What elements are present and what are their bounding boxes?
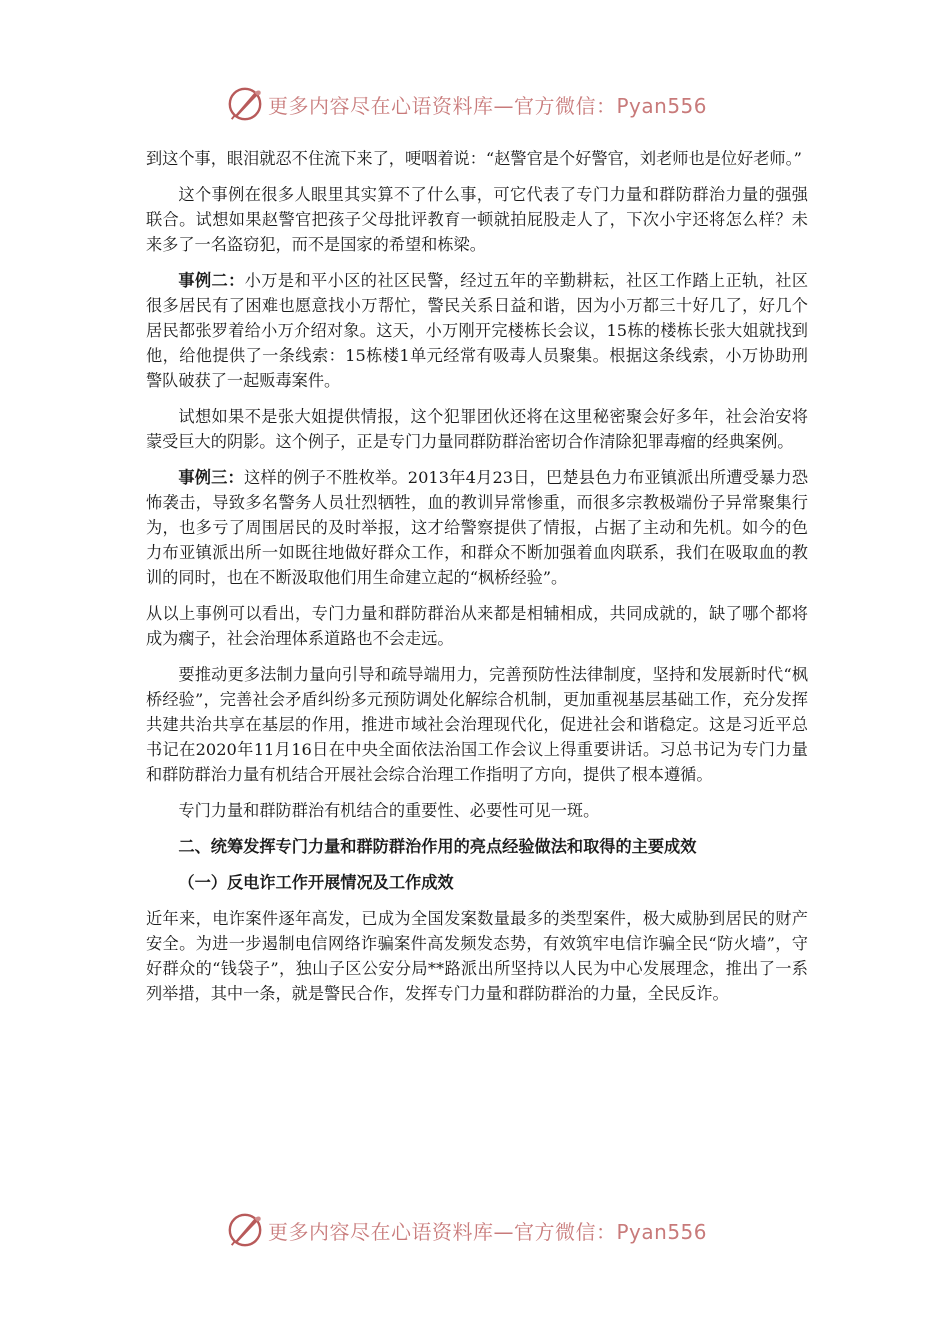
paragraph-example-two: 事例二：小万是和平小区的社区民警，经过五年的辛勤耕耘，社区工作踏上正轨，社区很多居民有了困难也愿意找小万帮忙，警民关系日益和谐，因为小万都三十好几了，好几个居民都张罗着给小万介绍对象。这天，小万刚开完楼栋长会议，15栋的楼栋长张大姐就找到他，给他提供了一条线索：15栋楼1单元经常有吸毒人员聚集。根据这条线索，小万协助刑警队破获了一起贩毒案件。 bbox=[146, 271, 809, 390]
paragraph: 从以上事例可以看出，专门力量和群防群治从来都是相辅相成，共同成就的，缺了哪个都将成为瘸子，社会治理体系道路也不会走远。 bbox=[146, 604, 808, 648]
paragraph: 专门力量和群防群治有机结合的重要性、必要性可见一斑。 bbox=[178, 801, 600, 820]
paragraph: 近年来，电诈案件逐年高发，已成为全国发案数量最多的类型案件，极大威胁到居民的财产安全。为进一步遏制电信网络诈骗案件高发频发态势，有效筑牢电信诈骗全民“防火墙”，守好群众的“钱袋子”，独山子区公安分局**路派出所坚持以人民为中心发展理念，推出了一系列举措，其中一条，就是警民合作，发挥专门力量和群防群治的力量，全民反诈。 bbox=[146, 909, 808, 1003]
section-heading: 二、统筹发挥专门力量和群防群治作用的亮点经验做法和取得的主要成效 bbox=[178, 837, 697, 856]
example-label: 事例三： bbox=[178, 468, 244, 487]
paragraph-example-three: 事例三：这样的例子不胜枚举。2013年4月23日，巴楚县色力布亚镇派出所遭受暴力恐怖袭击，导致多名警务人员壮烈牺牲，血的教训异常惨重，而很多宗教极端份子异常聚集行为，也多亏了周围居民的及时举报，这才给警察提供了情报，占据了主动和先机。如今的色力布亚镇派出所一如既往地做好群众工作，和群众不断加强着血肉联系，我们在吸取血的教训的同时，也在不断汲取他们用生命建立起的“枫桥经验”。 bbox=[146, 468, 809, 587]
quill-pen-logo-icon bbox=[226, 85, 264, 123]
paragraph: 到这个事，眼泪就忍不住流下来了，哽咽着说：“赵警官是个好警官，刘老师也是位好老师。” bbox=[146, 149, 802, 168]
paragraph: 这个事例在很多人眼里其实算不了什么事，可它代表了专门力量和群防群治力量的强强联合。试想如果赵警官把孩子父母批评教育一顿就拍屁股走人了，下次小宇还将怎么样？未来多了一名盗窃犯，而不是国家的希望和栋梁。 bbox=[146, 185, 808, 254]
banner-text: 更多内容尽在心语资料库—官方微信：Pyan556 bbox=[268, 93, 708, 118]
subsection-heading: （一）反电诈工作开展情况及工作成效 bbox=[178, 873, 454, 892]
quill-pen-logo-icon bbox=[226, 1211, 264, 1249]
footer-banner bbox=[226, 1208, 746, 1252]
document-body bbox=[146, 146, 808, 1017]
header-banner bbox=[226, 82, 746, 126]
paragraph: 试想如果不是张大姐提供情报，这个犯罪团伙还将在这里秘密聚会好多年，社会治安将蒙受巨大的阴影。这个例子，正是专门力量同群防群治密切合作清除犯罪毒瘤的经典案例。 bbox=[146, 407, 808, 451]
banner-text: 更多内容尽在心语资料库—官方微信：Pyan556 bbox=[268, 1219, 708, 1244]
paragraph: 要推动更多法制力量向引导和疏导端用力，完善预防性法律制度，坚持和发展新时代“枫桥经验”，完善社会矛盾纠纷多元预防调处化解综合机制，更加重视基层基础工作，充分发挥共建共治共享在基层的作用，推进市域社会治理现代化，促进社会和谐稳定。这是习近平总书记在2020年11月16日在中央全面依法治国工作会议上得重要讲话。习总书记为专门力量和群防群治力量有机结合开展社会综合治理工作指明了方向，提供了根本遵循。 bbox=[146, 665, 808, 784]
example-label: 事例二： bbox=[178, 271, 245, 290]
